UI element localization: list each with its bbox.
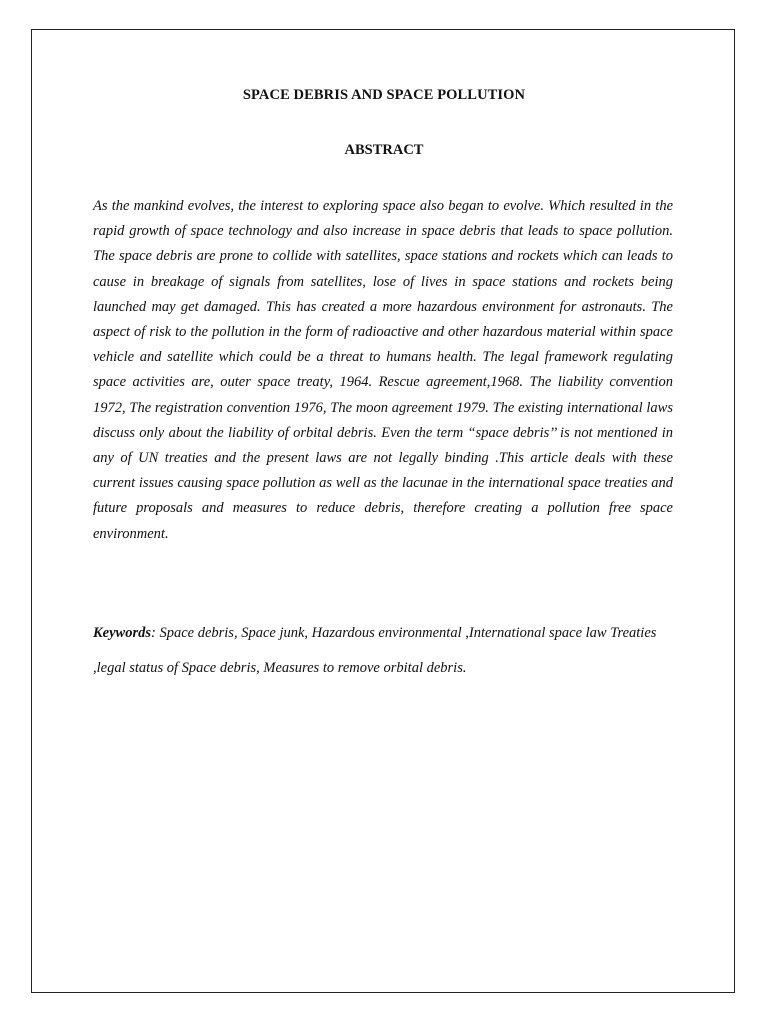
keywords-text: : Space debris, Space junk, Hazardous environmental ,International space law Treaties ,legal status of Space debris, Measures to remove orbital debris. <box>93 625 657 676</box>
abstract-body: As the mankind evolves, the interest to exploring space also began to evolve. Which resulted in the rapid growth of space technology and also increase in space debris that leads to space pollution. The space debris are prone to collide with satellites, space stations and rockets which can leads to cause in breakage of signals from satellites, lose of lives in space stations and rockets being launched may get damaged. This has created a more hazardous environment for astronauts. The aspect of risk to the pollution in the form of radioactive and other hazardous material within space vehicle and satellite which could be a threat to humans health. The legal framework regulating space activities are, outer space treaty, 1964. Rescue agreement,1968. The liability convention 1972, The registration convention 1976, The moon agreement 1979. The existing international laws discuss only about the liability of orbital debris. Even the term “space debris’’ is not mentioned in any of UN treaties and the present laws are not legally binding .This article deals with these current issues causing space pollution as well as the lacunae in the international space treaties and future proposals and measures to reduce debris, therefore creating a pollution free space environment. <box>93 198 673 542</box>
paper-title: SPACE DEBRIS AND SPACE POLLUTION <box>242 87 526 103</box>
keywords-section <box>93 616 673 686</box>
abstract-heading: ABSTRACT <box>344 142 424 158</box>
keywords-label: Keywords <box>93 625 151 641</box>
